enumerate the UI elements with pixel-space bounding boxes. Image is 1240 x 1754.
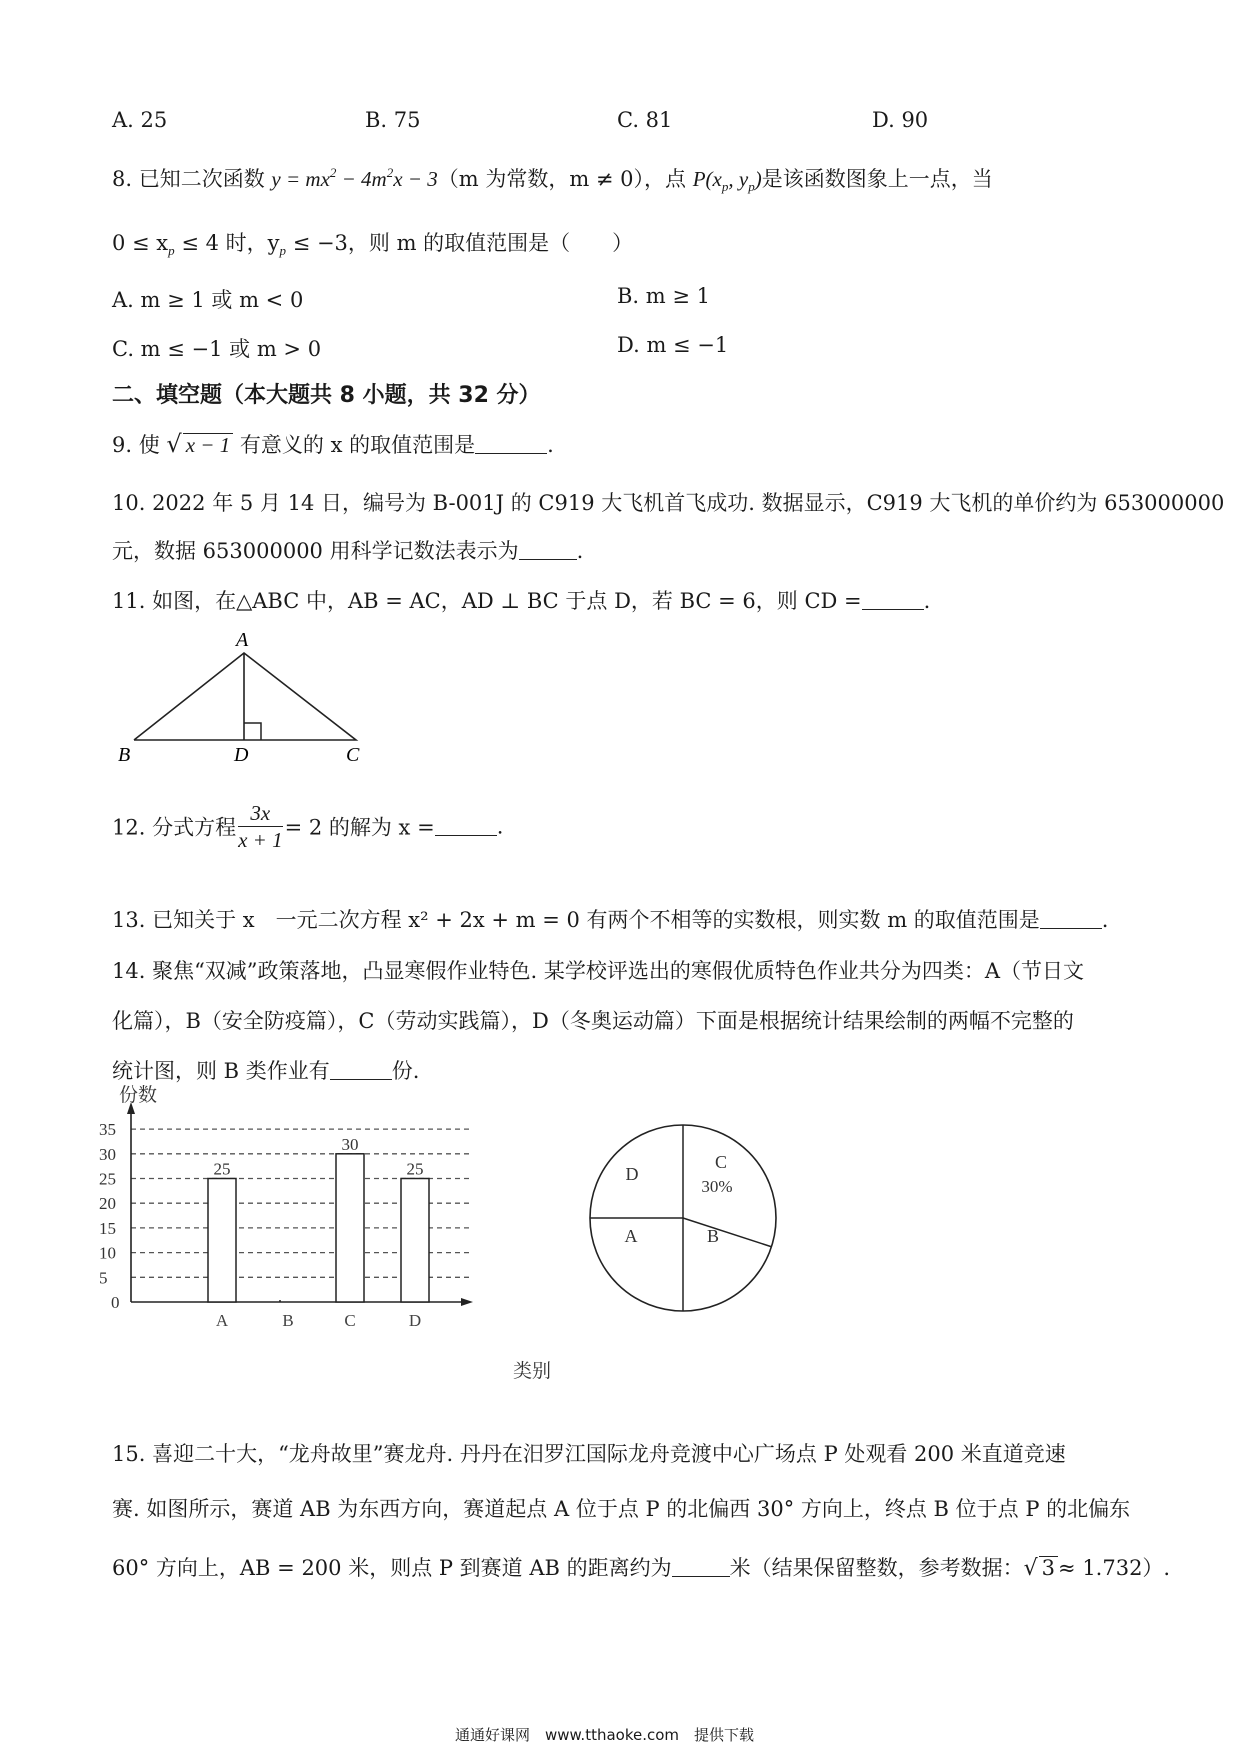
- x-axis-label: 类别: [513, 1361, 552, 1382]
- q12-answer-blank: [435, 817, 497, 836]
- x-tick-label: B: [282, 1311, 294, 1330]
- q7-option-d: D. 90: [872, 108, 929, 132]
- q15-answer-blank: [672, 1558, 730, 1577]
- q8-line2: $0 \le x_p \le 4$ 时，$y_p \le -3$，则 m 的取值范围是（ ）: [112, 231, 634, 258]
- q10-line2-text: 元，数据 653000000 用科学记数法表示为: [112, 539, 519, 563]
- x-tick-label: D: [408, 1311, 422, 1330]
- q8-option-b: B. m ≥ 1: [617, 284, 711, 308]
- y-tick-label: 30: [99, 1144, 116, 1164]
- q14-answer-blank: [330, 1061, 392, 1080]
- q14-line3: [112, 1055, 419, 1085]
- q15-line3: [112, 1552, 1170, 1582]
- q9-pre: 9. 使: [112, 433, 160, 457]
- q9: 9. 使 √ x − 1 有意义的 x 的取值范围是 .: [112, 430, 554, 458]
- q12-pre: 12. 分式方程: [112, 815, 237, 840]
- q8-option-d: D. m ≤ −1: [617, 333, 729, 357]
- q8-point: $P(x_p$, $y_p$): [692, 167, 762, 194]
- q14-line3-end: 份.: [391, 1059, 420, 1083]
- q12-numerator: 3x: [238, 800, 283, 827]
- y-axis-label: 份数: [119, 1085, 158, 1106]
- x-tick-label: A: [215, 1311, 229, 1330]
- sqrt-icon: √: [166, 430, 182, 458]
- label-d: D: [234, 744, 249, 766]
- q7-option-b: B. 75: [365, 108, 421, 132]
- q15-line3-a: 60° 方向上，AB = 200 米，则点 P 到赛道 AB 的距离约为: [112, 1556, 672, 1580]
- label-c: C: [346, 744, 360, 766]
- q9-radicand: x − 1: [183, 433, 234, 456]
- q10-line2: 元，数据 653000000 用科学记数法表示为 .: [112, 539, 584, 563]
- bar-c: [336, 1154, 364, 1302]
- y-tick-label: 15: [99, 1218, 116, 1238]
- pie-slice-label-d: D: [625, 1164, 639, 1184]
- q10-line1: 10. 2022 年 5 月 14 日，编号为 B-001J 的 C919 大飞机首飞成功. 数据显示，C919 大飞机的单价约为 653000000: [112, 491, 1225, 515]
- y-tick-label: 35: [99, 1120, 116, 1140]
- q12: 12. 分式方程 $\frac{3x}{x + 1}$ = 2 的解为 x = .: [112, 801, 504, 852]
- pie-slice-label-c: C: [714, 1152, 728, 1172]
- q8-mid: 是该函数图象上一点，当: [761, 167, 993, 191]
- q8-line2-c: ≤ −3，则 m 的取值范围是（ ）: [286, 231, 634, 255]
- q9-answer-blank: [475, 435, 547, 454]
- q12-fraction: [238, 800, 283, 853]
- bar-d: [401, 1179, 429, 1303]
- y-tick-label: 5: [99, 1268, 108, 1288]
- sqrt-icon: √: [1023, 1556, 1038, 1581]
- q8-function: $y = mx^2 - 4m^2x - 3$: [271, 165, 438, 191]
- pie-slice-label-a: A: [624, 1226, 638, 1246]
- x-axis-arrow-icon: [461, 1298, 473, 1306]
- q11-text: 11. 如图，在△ABC 中，AB = AC，AD ⊥ BC 于点 D，若 BC = 6，则 CD = .: [112, 589, 931, 613]
- q8-line1: [112, 163, 993, 195]
- q7-option-c: C. 81: [617, 108, 673, 132]
- y-tick-label: 10: [99, 1243, 116, 1263]
- data-label: 25: [406, 1159, 424, 1179]
- y-tick-label: 25: [99, 1169, 116, 1189]
- pie-slice-label-b: B: [706, 1226, 720, 1246]
- q14-line3-text: 统计图，则 B 类作业有: [112, 1059, 330, 1083]
- q12-post: = 2 的解为 x =: [284, 815, 435, 840]
- label-b: B: [118, 744, 131, 766]
- section2-title: 二、填空题（本大题共 8 小题，共 32 分）: [112, 383, 541, 408]
- q11-answer-blank: [862, 591, 924, 610]
- triangle-figure: [110, 628, 400, 768]
- label-a: A: [236, 629, 249, 651]
- q8-option-a: A. m ≥ 1 或 m < 0: [112, 288, 304, 312]
- q14-line2: 化篇），B（安全防疫篇），C（劳动实践篇），D（冬奥运动篇）下面是根据统计结果绘制的两幅不完整的: [112, 1009, 1074, 1033]
- q9-post: 有意义的 x 的取值范围是: [239, 433, 476, 457]
- bar-a: [208, 1179, 236, 1303]
- data-label: 25: [213, 1159, 231, 1179]
- footer: 通通好课网 www.tthaoke.com 提供下载: [455, 1726, 755, 1744]
- q14-line1: 14. 聚焦“双减”政策落地，凸显寒假作业特色. 某学校评选出的寒假优质特色作业共分为四类：A（节日文: [112, 959, 1085, 983]
- q13-text: 13. 已知关于 x 一元二次方程 x² + 2x + m = 0 有两个不相等的实数根，则实数 m 的取值范围是: [112, 908, 1040, 932]
- pie-chart: [585, 1120, 785, 1320]
- data-label: 30: [341, 1134, 359, 1154]
- q8-line2-a: 0 ≤ x: [112, 231, 169, 255]
- q8-cond: （m 为常数，m ≠ 0），点: [437, 167, 687, 191]
- y-tick-label: 20: [99, 1194, 116, 1214]
- q15-line3-d: ≈ 1.732）.: [1058, 1556, 1171, 1580]
- q11-text-body: 11. 如图，在△ABC 中，AB = AC，AD ⊥ BC 于点 D，若 BC = 6，则 CD =: [112, 589, 862, 613]
- y-tick-label: 0: [111, 1293, 120, 1312]
- q8-line2-b: ≤ 4 时，y: [174, 231, 280, 255]
- q15-radicand: 3: [1039, 1556, 1058, 1579]
- q15-line1: 15. 喜迎二十大，“龙舟故里”赛龙舟. 丹丹在汨罗江国际龙舟竞渡中心广场点 P 处观看 200 米直道竞速: [112, 1442, 1066, 1466]
- q13-answer-blank: [1040, 910, 1102, 929]
- q12-denominator: x + 1: [238, 828, 283, 852]
- bar-chart: [95, 1085, 555, 1385]
- q10-answer-blank: [519, 541, 577, 560]
- x-tick-label: C: [344, 1311, 356, 1330]
- q15-line3-b: 米（结果保留整数，参考数据：: [729, 1556, 1024, 1580]
- q8-prefix: 8. 已知二次函数: [112, 167, 265, 191]
- q13: 13. 已知关于 x 一元二次方程 x² + 2x + m = 0 有两个不相等的实数根，则实数 m 的取值范围是 .: [112, 908, 1109, 932]
- q15-line2: 赛. 如图所示，赛道 AB 为东西方向，赛道起点 A 位于点 P 的北偏西 30° 方向上，终点 B 位于点 P 的北偏东: [112, 1497, 1131, 1521]
- pie-slice-percent-c: 30%: [701, 1177, 733, 1196]
- q8-option-c: C. m ≤ −1 或 m > 0: [112, 337, 322, 361]
- q7-option-a: A. 25: [112, 108, 168, 132]
